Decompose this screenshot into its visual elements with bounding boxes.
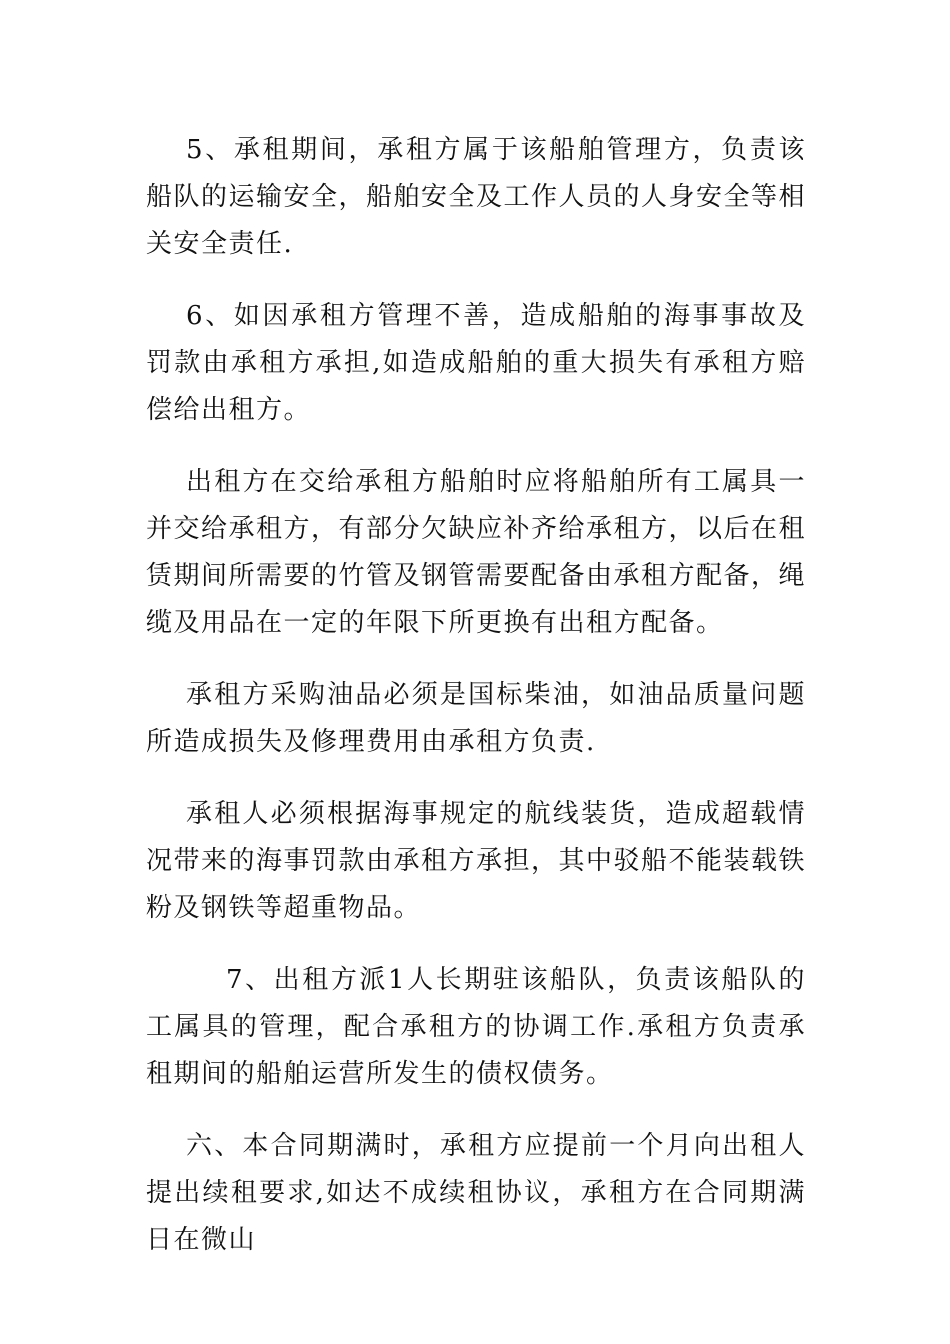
paragraph-loading-rules: 承租人必须根据海事规定的航线装货，造成超载情况带来的海事罚款由承租方承担，其中驳船不能装载铁粉及钢铁等超重物品。	[146, 799, 807, 923]
paragraph-clause-5: 5、承租期间，承租方属于该船舶管理方，负责该船队的运输安全，船舶安全及工作人员的人身安全等相关安全责任.	[146, 135, 807, 259]
paragraph-equipment-handover: 出租方在交给承租方船舶时应将船舶所有工属具一并交给承租方，有部分欠缺应补齐给承租方，以后在租赁期间所需要的竹管及钢管需要配备由承租方配备，绳缆及用品在一定的年限下所更换有出租方配备。	[146, 467, 807, 638]
paragraph-fuel-purchase: 承租方采购油品必须是国标柴油，如油品质量问题所造成损失及修理费用由承租方负责.	[146, 680, 806, 757]
paragraph-clause-7: 7、出租方派1人长期驻该船队，负责该船队的工属具的管理，配合承租方的协调工作.承租方负责承租期间的船舶运营所发生的债权债务。	[146, 965, 806, 1089]
paragraph-section-6: 六、本合同期满时，承租方应提前一个月向出租人提出续租要求,如达不成续租协议，承租方在合同期满日在微山	[146, 1131, 806, 1255]
paragraph-clause-6: 6、如因承租方管理不善，造成船舶的海事事故及罚款由承租方承担,如造成船舶的重大损失有承租方赔偿给出租方。	[146, 301, 806, 425]
document-body	[146, 127, 806, 1289]
